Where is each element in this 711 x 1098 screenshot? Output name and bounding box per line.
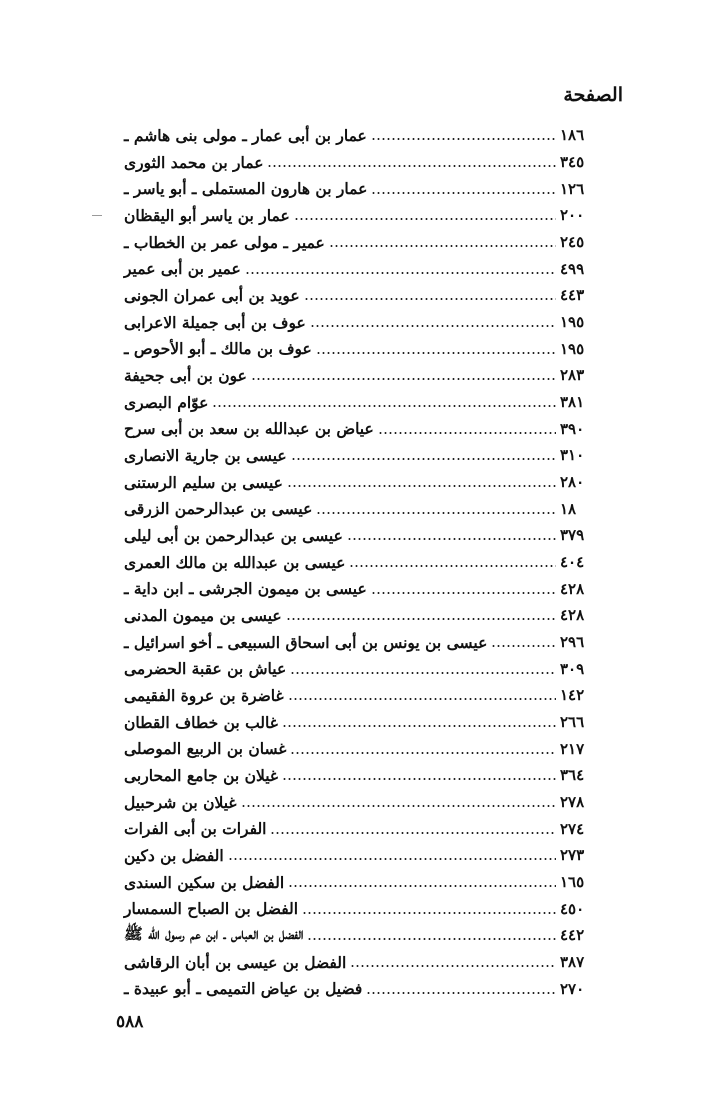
page-folio-number: ٥٨٨ [116,1012,144,1032]
leader-dots [241,805,556,807]
entry-name: عمير بن أبى عمير [124,259,241,279]
leader-dots [310,325,556,327]
entry-page-number: ٤٤٢ [560,926,585,945]
leader-dots [371,138,556,140]
index-entry-row [120,335,590,362]
entry-page-number: ٤٢٨ [560,579,585,598]
entry-page-number: ٢٧٠ [560,979,585,998]
entry-name: غيلان بن جامع المحاربى [124,765,279,785]
entry-name: عيسى بن عبدالرحمن الزرقى [124,499,313,519]
index-list [120,122,590,1002]
entry-name: عمير ـ مولى عمر بن الخطاب ـ [124,232,325,252]
index-entry-row [120,602,590,629]
entry-name: عياش بن عقبة الحضرمى [124,659,287,679]
entry-name: غالب بن خطاف القطان [124,712,278,732]
index-entry-row [120,682,590,709]
entry-name: عمار بن ياسر أبو اليقظان [124,205,290,225]
index-entry-row [120,789,590,816]
leader-dots [282,778,556,780]
leader-dots [212,405,556,407]
index-entry-row [120,709,590,736]
entry-page-number: ٣٨١ [560,393,585,412]
index-entry-row [120,442,590,469]
index-entry-row [120,895,590,922]
entry-page-number: ٤٢٨ [560,606,585,625]
entry-name: غاضرة بن عروة الفقيمى [124,685,284,705]
entry-page-number: ٢٨٠ [560,473,585,492]
entry-page-number: ٢٧٤ [560,819,585,838]
entry-page-number: ١٤٢ [560,686,585,705]
entry-name: عمار بن محمد الثورى [124,152,264,172]
entry-page-number: ٣١٠ [560,446,585,465]
index-entry-row [120,149,590,176]
leader-dots [371,592,556,594]
entry-page-number: ١٨٦ [560,126,585,145]
index-entry-row [120,655,590,682]
leader-dots [270,832,556,834]
entry-name: عمار بن هارون المستملى ـ أبو ياسر ـ [124,179,368,199]
index-entry-row [120,922,590,949]
leader-dots [347,538,556,540]
leader-dots [329,245,556,247]
entry-name: عوّام البصرى [124,392,209,412]
leader-dots [290,672,556,674]
entry-page-number: ٢٤٥ [560,233,585,252]
leader-dots [245,272,556,274]
leader-dots [290,752,556,754]
leader-dots [378,432,556,434]
entry-name: الفضل بن عيسى بن أبان الرقاشى [124,952,347,972]
entry-name: عيسى بن ميمون المدنى [124,605,282,625]
entry-page-number: ٢٠٠ [560,206,585,225]
entry-name: الفضل بن سكين السندى [124,872,285,892]
entry-name: الفرات بن أبى الفرات [124,819,267,839]
entry-name: الفضل بن دكين [124,845,224,865]
leader-dots [288,698,556,700]
leader-dots [350,965,556,967]
index-entry-row [120,389,590,416]
entry-page-number: ٣٠٩ [560,659,585,678]
index-entry-row [120,255,590,282]
leader-dots [349,565,556,567]
entry-page-number: ١٦٥ [560,873,585,892]
index-entry-row [120,549,590,576]
leader-dots [304,298,556,300]
page-column-heading: الصفحة [563,84,623,106]
entry-name: عوف بن أبى جميلة الاعرابى [124,312,306,332]
entry-name: عياض بن عبدالله بن سعد بن أبى سرح [124,419,374,439]
index-entry-row [120,495,590,522]
entry-name: عيسى بن عبدالرحمن بن أبى ليلى [124,525,343,545]
index-entry-row [120,869,590,896]
entry-name: فضيل بن عياض التميمى ـ أبو عبيدة ـ [124,979,363,999]
entry-name: عون بن أبى جحيفة [124,365,247,385]
entry-name: عمار بن أبى عمار ـ مولى بنى هاشم ـ [124,125,367,145]
entry-page-number: ٢١٧ [560,739,585,758]
index-entry-row [120,202,590,229]
entry-page-number: ٤٩٩ [560,259,585,278]
entry-page-number: ٣٤٥ [560,153,585,171]
entry-page-number: ٢٨٣ [560,366,585,385]
entry-page-number: ٣٨٧ [560,953,585,972]
entry-name: عيسى بن عبدالله بن مالك العمرى [124,552,346,572]
entry-name: عوف بن مالك ـ أبو الأحوص ـ [124,339,312,359]
leader-dots [251,378,556,380]
entry-name: عيسى بن ميمون الجرشى ـ ابن داية ـ [124,579,367,599]
index-entry-row [120,762,590,789]
leader-dots [286,618,556,620]
entry-page-number: ١٩٥ [560,339,585,358]
index-entry-row [120,282,590,309]
index-entry-row [120,175,590,202]
leader-dots [267,165,556,167]
entry-page-number: ١٨ [560,499,577,518]
entry-page-number: ٤٤٣ [560,286,585,305]
entry-page-number: ٢٦٦ [560,713,585,732]
leader-dots [228,858,556,860]
entry-name: غسان بن الربيع الموصلى [124,739,287,759]
leader-dots [287,485,556,487]
index-entry-row [120,122,590,149]
leader-dots [316,512,556,514]
entry-name: الفضل بن الصباح السمسار [124,899,299,919]
entry-page-number: ١٩٥ [560,313,585,332]
entry-name: عيسى بن يونس بن أبى اسحاق السبيعى ـ أخو اسرائيل ـ [124,632,488,652]
entry-name: عويد بن أبى عمران الجونى [124,285,300,305]
leader-dots [316,352,556,354]
leader-dots [302,912,556,914]
index-entry-row [120,842,590,869]
entry-page-number: ٤٥٠ [560,899,585,918]
leader-dots [291,458,556,460]
index-entry-row [120,815,590,842]
leader-dots [366,992,556,994]
leader-dots [288,885,556,887]
index-entry-row [120,309,590,336]
entry-page-number: ٣٩٠ [560,419,585,438]
entry-page-number: ٣٦٤ [560,766,585,785]
index-entry-row [120,362,590,389]
leader-dots [491,645,556,647]
index-entry-row [120,469,590,496]
index-entry-row [120,415,590,442]
entry-page-number: ٤٠٤ [560,553,585,572]
index-entry-row [120,229,590,256]
entry-page-number: ٣٧٩ [560,526,585,545]
entry-page-number: ٢٧٨ [560,793,585,812]
index-entry-row [120,522,590,549]
entry-name: عيسى بن جارية الانصارى [124,445,287,465]
entry-page-number: ١٢٦ [560,179,585,198]
index-entry-row [120,735,590,762]
entry-name: الفضل بن العباس ـ ابن عم رسول الله ﷺ [124,923,304,943]
leader-dots [282,725,556,727]
leader-dots [307,938,556,940]
index-entry-row [120,976,590,1003]
index-entry-row [120,949,590,976]
leader-dots [371,192,556,194]
entry-name: غيلان بن شرحبيل [124,792,237,812]
leader-dots [294,218,556,220]
entry-name: عيسى بن سليم الرستنى [124,472,283,492]
entry-page-number: ٢٩٦ [560,633,585,652]
entry-page-number: ٢٧٣ [560,846,585,865]
margin-mark [92,215,102,216]
index-entry-row [120,575,590,602]
index-entry-row [120,629,590,656]
